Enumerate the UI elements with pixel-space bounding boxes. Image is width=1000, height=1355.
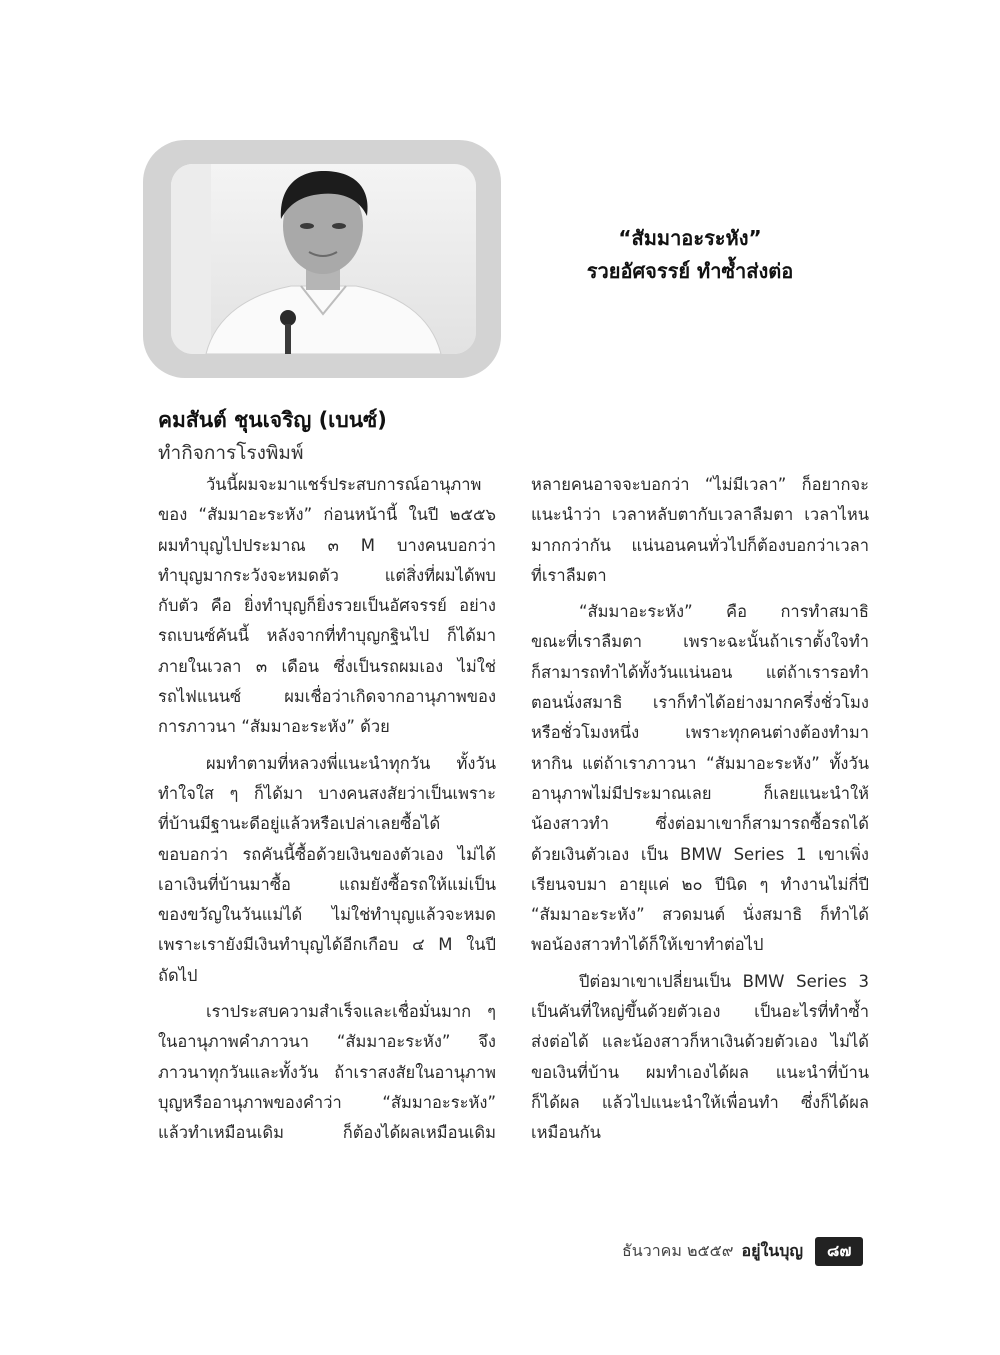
text-line: ก็ได้ผล แล้วไปแนะนำให้เพื่อนทำ ซึ่งก็ได้ผล: [531, 1092, 869, 1112]
text-line: พอน้องสาวทำได้ก็ให้เขาทำต่อไป: [531, 935, 764, 955]
text-line: อานุภาพไม่มีประมาณเลย ก็เลยแนะนำให้: [531, 783, 869, 803]
text-line: “สัมมาอะระหัง” คือ การทำสมาธิ: [579, 602, 869, 622]
text-line: ถัดไป: [158, 965, 198, 985]
text-line: ของขวัญในวันแม่ได้ ไม่ใช่ทำบุญแล้วจะหมด: [158, 905, 496, 925]
text-line: เป็นคันที่ใหญ่ขึ้นด้วยตัวเอง เป็นอะไรที่ทำซ้ำ: [531, 1002, 869, 1022]
text-line: น้องสาวทำ ซึ่งต่อมาเขาก็สามารถซื้อรถได้: [531, 814, 869, 834]
issue-date: ธันวาคม ๒๕๕๙: [622, 1240, 734, 1260]
text-line: เหมือนกัน: [531, 1123, 601, 1143]
text-line: ตอนนั่งสมาธิ เราก็ทำได้อย่างมากครึ่งชั่วโมง: [531, 693, 869, 713]
article-column-left: [158, 470, 496, 1149]
page-footer: [622, 1237, 863, 1265]
text-line: แล้วทำเหมือนเดิม ก็ต้องได้ผลเหมือนเดิม: [158, 1123, 496, 1143]
text-line: เราประสบความสำเร็จและเชื่อมั่นมาก ๆ: [206, 1002, 496, 1022]
headline-line-1: “สัมมาอะระหัง”: [618, 226, 762, 250]
magazine-name: อยู่ในบุญ: [741, 1240, 804, 1260]
author-role: ทำกิจการโรงพิมพ์: [158, 442, 304, 464]
headline-line-2: รวยอัศจรรย์ ทำซ้ำส่งต่อ: [586, 259, 794, 283]
text-line: กับตัว คือ ยิ่งทำบุญก็ยิ่งรวยเป็นอัศจรรย์ อย่าง: [158, 596, 496, 616]
text-line: ผมทำบุญไปประมาณ ๓ M บางคนบอกว่า: [158, 535, 496, 555]
text-line: ภาวนาทุกวันและทั้งวัน ถ้าเราสงสัยในอานุภาพ: [158, 1062, 496, 1082]
text-line: แนะนำว่า เวลาหลับตากับเวลาลืมตา เวลาไหน: [531, 505, 869, 525]
text-line: ก็สามารถทำได้ทั้งวันแน่นอน แต่ถ้าเรารอทำ: [531, 662, 869, 682]
text-line: ผมทำตามที่หลวงพี่แนะนำทุกวัน ทั้งวัน: [206, 753, 496, 773]
text-line: ขอบอกว่า รถคันนี้ซื้อด้วยเงินของตัวเอง ไม่ได้: [158, 844, 496, 864]
author-photo: [171, 164, 476, 354]
author-name: คมสันต์ ชุนเจริญ (เบนซ์): [158, 408, 387, 432]
text-line: รถไฟแนนซ์ ผมเชื่อว่าเกิดจากอานุภาพของ: [158, 687, 496, 707]
text-line: ขอเงินที่บ้าน ผมทำเองได้ผล แนะนำที่บ้าน: [531, 1062, 869, 1082]
text-line: ด้วยเงินตัวเอง เป็น BMW Series 1 เขาเพิ่ง: [531, 844, 869, 864]
text-line: ทำใจใส ๆ ก็ได้มา บางคนสงสัยว่าเป็นเพราะ: [158, 783, 496, 803]
article-column-right: [531, 470, 869, 1149]
text-line: ทำบุญมากระวังจะหมดตัว แต่สิ่งที่ผมได้พบ: [158, 565, 496, 585]
text-line: หลายคนอาจจะบอกว่า “ไม่มีเวลา” ก็อยากจะ: [531, 475, 869, 494]
text-line: มากกว่ากัน แน่นอนคนทั่วไปก็ต้องบอกว่าเวลา: [531, 535, 869, 555]
text-line: ที่เราลืมตา: [531, 565, 607, 585]
text-line: ในอานุภาพคำภาวนา “สัมมาอะระหัง” จึง: [158, 1032, 496, 1052]
text-line: ส่งต่อได้ และน้องสาวก็หาเงินด้วยตัวเอง ไม่ได้: [531, 1032, 869, 1052]
article-headline: [545, 222, 835, 288]
text-line: รถเบนซ์คันนี้ หลังจากที่ทำบุญกฐินไป ก็ได้มา: [158, 626, 496, 646]
text-line: ภายในเวลา ๓ เดือน ซึ่งเป็นรถผมเอง ไม่ใช่: [158, 656, 496, 676]
text-line: “สัมมาอะระหัง” สวดมนต์ นั่งสมาธิ ก็ทำได้: [531, 905, 869, 925]
text-line: การภาวนา “สัมมาอะระหัง” ด้วย: [158, 717, 390, 737]
text-line: บุญหรืออานุภาพของคำว่า “สัมมาอะระหัง”: [158, 1092, 496, 1112]
text-line: ปีต่อมาเขาเปลี่ยนเป็น BMW Series 3: [579, 971, 869, 991]
text-line: หากิน แต่ถ้าเราภาวนา “สัมมาอะระหัง” ทั้งวัน: [531, 753, 869, 773]
text-line: ของ “สัมมาอะระหัง” ก่อนหน้านี้ ในปี ๒๕๕๖: [158, 505, 496, 525]
portrait-illustration: [171, 164, 476, 354]
page-number: ๘๗: [815, 1237, 863, 1266]
photo-frame: [143, 140, 501, 378]
text-line: ขณะที่เราลืมตา เพราะฉะนั้นถ้าเราตั้งใจทำ: [531, 632, 869, 652]
text-line: เพราะเรายังมีเงินทำบุญได้อีกเกือบ ๔ M ในปี: [158, 935, 496, 955]
text-line: หรือชั่วโมงหนึ่ง เพราะทุกคนต่างต้องทำมา: [531, 723, 869, 743]
text-line: เรียนจบมา อายุแค่ ๒๐ ปีนิด ๆ ทำงานไม่กี่ปี: [531, 874, 869, 894]
text-line: ที่บ้านมีฐานะดีอยู่แล้วหรือเปล่าเลยซื้อได้: [158, 814, 441, 834]
text-line: วันนี้ผมจะมาแชร์ประสบการณ์อานุภาพ: [206, 475, 482, 494]
text-line: เอาเงินที่บ้านมาซื้อ แถมยังซื้อรถให้แม่เป็น: [158, 874, 496, 894]
